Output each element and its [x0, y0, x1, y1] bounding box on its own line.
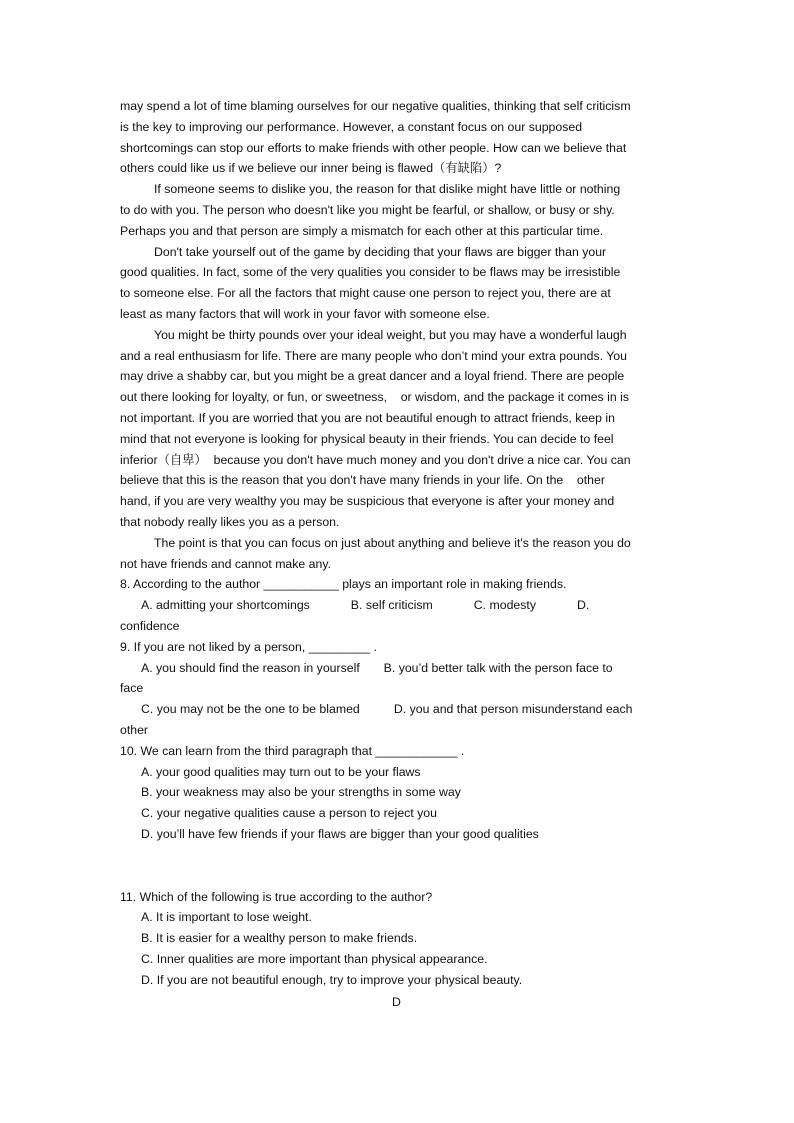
text-line: is the key to improving our performance. However, a constant focus on our supposed — [120, 119, 583, 134]
text-line: not important. If you are worried that you are not beautiful enough to attract friends, keep in — [120, 410, 615, 425]
text-line: that nobody really likes you as a person. — [120, 514, 340, 529]
text-line: inferior（自卑） because you don't have much money and you don't drive a nice car. You can — [120, 452, 631, 467]
question-8 — [120, 574, 665, 636]
text-line: not have friends and cannot make any. — [120, 556, 332, 571]
blank-gap — [120, 845, 665, 887]
question-options: A. admitting your shortcomings B. self criticism C. modesty D. — [141, 598, 590, 613]
paragraph-3 — [120, 242, 665, 325]
text-line: shortcomings can stop our efforts to make friends with other people. How can we believe that — [120, 140, 627, 155]
question-stem: 10. We can learn from the third paragraph that ____________ . — [120, 743, 465, 758]
text-line: good qualities. In fact, some of the very qualities you consider to be flaws may be irresistible — [120, 265, 621, 280]
text-line: others could like us if we believe our inner being is flawed（有缺陷）? — [120, 161, 502, 176]
text-line: least as many factors that will work in your favor with someone else. — [120, 306, 490, 321]
paragraph-1 — [120, 96, 665, 179]
question-options-wrap: face — [120, 681, 144, 696]
option-a: A. your good qualities may turn out to be your flaws — [141, 764, 421, 779]
paragraph-2 — [120, 179, 665, 241]
text-line: to do with you. The person who doesn't like you might be fearful, or shallow, or busy or shy. — [120, 202, 615, 217]
text-line: and a real enthusiasm for life. There are many people who don’t mind your extra pounds. You — [120, 348, 627, 363]
text-line: The point is that you can focus on just about anything and believe it's the reason you do — [154, 535, 631, 550]
text-line: out there looking for loyalty, or fun, or sweetness, or wisdom, and the package it comes in is — [120, 390, 629, 405]
question-stem: 11. Which of the following is true according to the author? — [120, 889, 433, 904]
option-b: B. It is easier for a wealthy person to make friends. — [141, 931, 418, 946]
question-options-wrap: confidence — [120, 618, 180, 633]
question-options-wrap: other — [120, 722, 149, 737]
option-b: B. your weakness may also be your strengths in some way — [141, 785, 461, 800]
question-10 — [120, 741, 665, 845]
question-options: A. you should find the reason in yourself B. you’d better talk with the person face to — [141, 660, 613, 675]
text-line: may drive a shabby car, but you might be a great dancer and a loyal friend. There are people — [120, 369, 625, 384]
text-line: hand, if you are very wealthy you may be suspicious that everyone is after your money and — [120, 494, 615, 509]
option-a: A. It is important to lose weight. — [141, 910, 312, 925]
question-stem: 8. According to the author ___________ plays an important role in making friends. — [120, 577, 567, 592]
text-line: believe that this is the reason that you don't have many friends in your life. On the other — [120, 473, 605, 488]
question-options: C. you may not be the one to be blamed D. you and that person misunderstand each — [141, 702, 633, 717]
question-stem: 9. If you are not liked by a person, _________ . — [120, 639, 378, 654]
question-11 — [120, 887, 665, 991]
question-9 — [120, 637, 665, 741]
option-c: C. Inner qualities are more important than physical appearance. — [141, 952, 488, 967]
paragraph-4 — [120, 325, 665, 533]
text-line: You might be thirty pounds over your ideal weight, but you may have a wonderful laugh — [154, 327, 627, 342]
text-line: may spend a lot of time blaming ourselves for our negative qualities, thinking that self criticism — [120, 99, 631, 113]
text-line: Don't take yourself out of the game by deciding that your flaws are bigger than your — [154, 244, 607, 259]
option-d: D. you’ll have few friends if your flaws are bigger than your good qualities — [141, 826, 539, 841]
text-line: to someone else. For all the factors that might cause one person to reject you, there are at — [120, 286, 611, 301]
answer-key: D — [392, 995, 401, 1009]
text-line: Perhaps you and that person are simply a mismatch for each other at this particular time. — [120, 223, 604, 238]
text-line: mind that not everyone is looking for physical beauty in their friends. You can decide to feel — [120, 431, 614, 446]
option-c: C. your negative qualities cause a person to reject you — [141, 806, 437, 821]
text-line: If someone seems to dislike you, the reason for that dislike might have little or nothing — [154, 182, 621, 197]
option-d: D. If you are not beautiful enough, try to improve your physical beauty. — [141, 972, 523, 987]
document-page — [120, 96, 665, 991]
paragraph-5 — [120, 533, 665, 575]
